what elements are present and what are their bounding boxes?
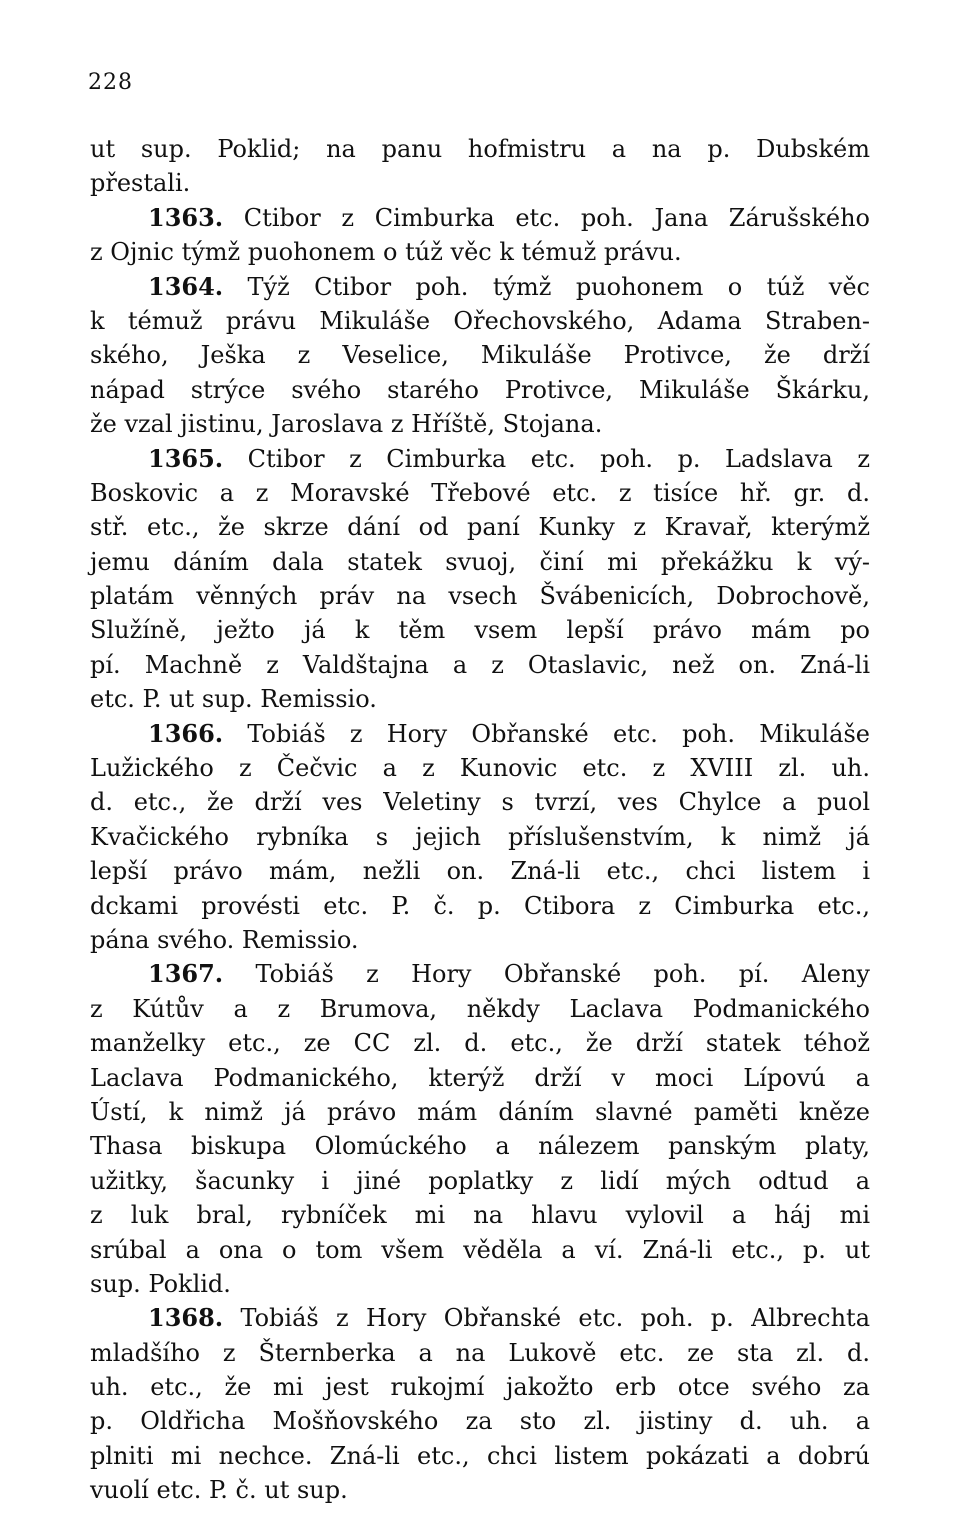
text-line xyxy=(90,785,870,819)
text-line xyxy=(90,373,870,407)
text-line xyxy=(90,270,870,304)
line-text: Tobiáš z Hory Obřanské poh. pí. Aleny xyxy=(223,960,870,989)
line-text: z Kútův a z Brumova, někdy Laclava Podmanického xyxy=(90,994,870,1023)
line-text: Ctibor z Cimburka etc. poh. Jana Zárušského xyxy=(223,203,870,232)
line-text: sup. Poklid. xyxy=(90,1269,231,1298)
text-line xyxy=(90,717,870,751)
line-text: vuolí etc. P. č. ut sup. xyxy=(90,1476,348,1505)
text-line xyxy=(90,648,870,682)
text-line xyxy=(90,338,870,372)
text-line xyxy=(90,510,870,544)
line-text: Laclava Podmanického, kterýž drží v moci Lípovú a xyxy=(90,1063,870,1092)
text-line xyxy=(90,166,870,200)
text-line xyxy=(90,682,870,716)
line-text: dckami provésti etc. P. č. p. Ctibora z Cimburka etc., xyxy=(90,891,870,920)
text-line xyxy=(90,1233,870,1267)
text-line xyxy=(90,992,870,1026)
line-text: že vzal jistinu, Jaroslava z Hříště, Stojana. xyxy=(90,410,603,439)
text-line xyxy=(90,613,870,647)
line-text: stř. etc., že skrze dání od paní Kunky z Kravař, kterýmž xyxy=(90,513,870,542)
line-text: Thasa biskupa Olomúckého a nálezem panským platy, xyxy=(90,1132,870,1161)
line-text: Kvačického rybníka s jejich příslušenstvím, k nimž já xyxy=(90,822,870,851)
line-text: Služíně, ježto já k těm vsem lepší právo mám po xyxy=(90,616,870,645)
line-text: Boskovic a z Moravské Třebové etc. z tisíce hř. gr. d. xyxy=(90,478,870,507)
text-line xyxy=(90,235,870,269)
line-text: užitky, šacunky i jiné poplatky z lidí mých odtud a xyxy=(90,1166,870,1195)
text-line xyxy=(90,1095,870,1129)
text-line xyxy=(90,923,870,957)
text-line xyxy=(90,1129,870,1163)
line-text: Tobiáš z Hory Obřanské etc. poh. p. Albrechta xyxy=(223,1304,870,1333)
text-line xyxy=(90,1061,870,1095)
line-text: pí. Machně z Valdštajna a z Otaslavic, než on. Zná-li xyxy=(90,650,870,679)
line-text: Tobiáš z Hory Obřanské etc. poh. Mikuláše xyxy=(223,719,870,748)
line-text: nápad strýce svého starého Protivce, Mikuláše Škárku, xyxy=(90,375,870,404)
line-text: Ústí, k nimž já právo mám dáním slavné paměti kněze xyxy=(90,1097,870,1126)
text-line xyxy=(90,957,870,991)
line-text: pána svého. Remissio. xyxy=(90,925,359,954)
text-line xyxy=(90,1439,870,1473)
text-line xyxy=(90,1267,870,1301)
entry-number: 1364. xyxy=(148,271,224,301)
text-line xyxy=(90,201,870,235)
text-line xyxy=(90,1198,870,1232)
entry-number: 1365. xyxy=(148,443,224,473)
text-line xyxy=(90,407,870,441)
entry-number: 1367. xyxy=(148,959,224,989)
line-text: k témuž právu Mikuláše Ořechovského, Adama Straben- xyxy=(90,306,870,335)
line-text: jemu dáním dala statek svuoj, činí mi překážku k vý- xyxy=(90,547,870,576)
line-text: z Ojnic týmž puohonem o túž věc k témuž právu. xyxy=(90,238,682,267)
text-line xyxy=(90,854,870,888)
text-line xyxy=(90,889,870,923)
text-line xyxy=(90,820,870,854)
text-line xyxy=(90,1164,870,1198)
line-text: etc. P. ut sup. Remissio. xyxy=(90,685,377,714)
line-text: manželky etc., ze CC zl. d. etc., že drží statek téhož xyxy=(90,1029,870,1058)
line-text: p. Oldřicha Mošňovského za sto zl. jistiny d. uh. a xyxy=(90,1407,870,1436)
body-text xyxy=(90,132,870,1508)
text-line xyxy=(90,1370,870,1404)
entry-number: 1363. xyxy=(148,202,224,232)
text-line xyxy=(90,579,870,613)
line-text: Ctibor z Cimburka etc. poh. p. Ladslava z xyxy=(223,444,870,473)
line-text: Lužického z Čečvic a z Kunovic etc. z XVIII zl. uh. xyxy=(90,754,870,783)
line-text: platám věnných práv na vsech Švábenicích, Dobrochově, xyxy=(90,582,870,611)
entry-number: 1368. xyxy=(148,1303,224,1333)
line-text: ut sup. Poklid; na panu hofmistru a na p. Dubském xyxy=(90,135,870,163)
line-text: plniti mi nechce. Zná-li etc., chci listem pokázati a dobrú xyxy=(90,1441,870,1470)
line-text: d. etc., že drží ves Veletiny s tvrzí, ves Chylce a puol xyxy=(90,788,870,817)
line-text: mladšího z Šternberka a na Lukově etc. ze sta zl. d. xyxy=(90,1338,870,1367)
line-text: lepší právo mám, nežli on. Zná-li etc., chci listem i xyxy=(90,857,870,886)
text-line xyxy=(90,1404,870,1438)
entry-number: 1366. xyxy=(148,718,224,748)
text-line xyxy=(90,476,870,510)
line-text: Týž Ctibor poh. týmž puohonem o túž věc xyxy=(223,272,870,301)
line-text: uh. etc., že mi jest rukojmí jakožto erb otce svého za xyxy=(90,1373,870,1402)
text-line xyxy=(90,1336,870,1370)
line-text: ského, Ješka z Veselice, Mikuláše Protivce, že drží xyxy=(90,341,870,370)
text-line xyxy=(90,442,870,476)
line-text: přestali. xyxy=(90,169,191,198)
text-line xyxy=(90,1473,870,1507)
text-line xyxy=(90,132,870,166)
page-number: 228 xyxy=(88,70,133,95)
line-text: z luk bral, rybníček mi na hlavu vylovil a háj mi xyxy=(90,1201,870,1230)
text-line xyxy=(90,545,870,579)
text-line xyxy=(90,1026,870,1060)
text-line xyxy=(90,751,870,785)
text-line xyxy=(90,1301,870,1335)
text-line xyxy=(90,304,870,338)
line-text: srúbal a ona o tom všem věděla a ví. Zná-li etc., p. ut xyxy=(90,1235,870,1264)
